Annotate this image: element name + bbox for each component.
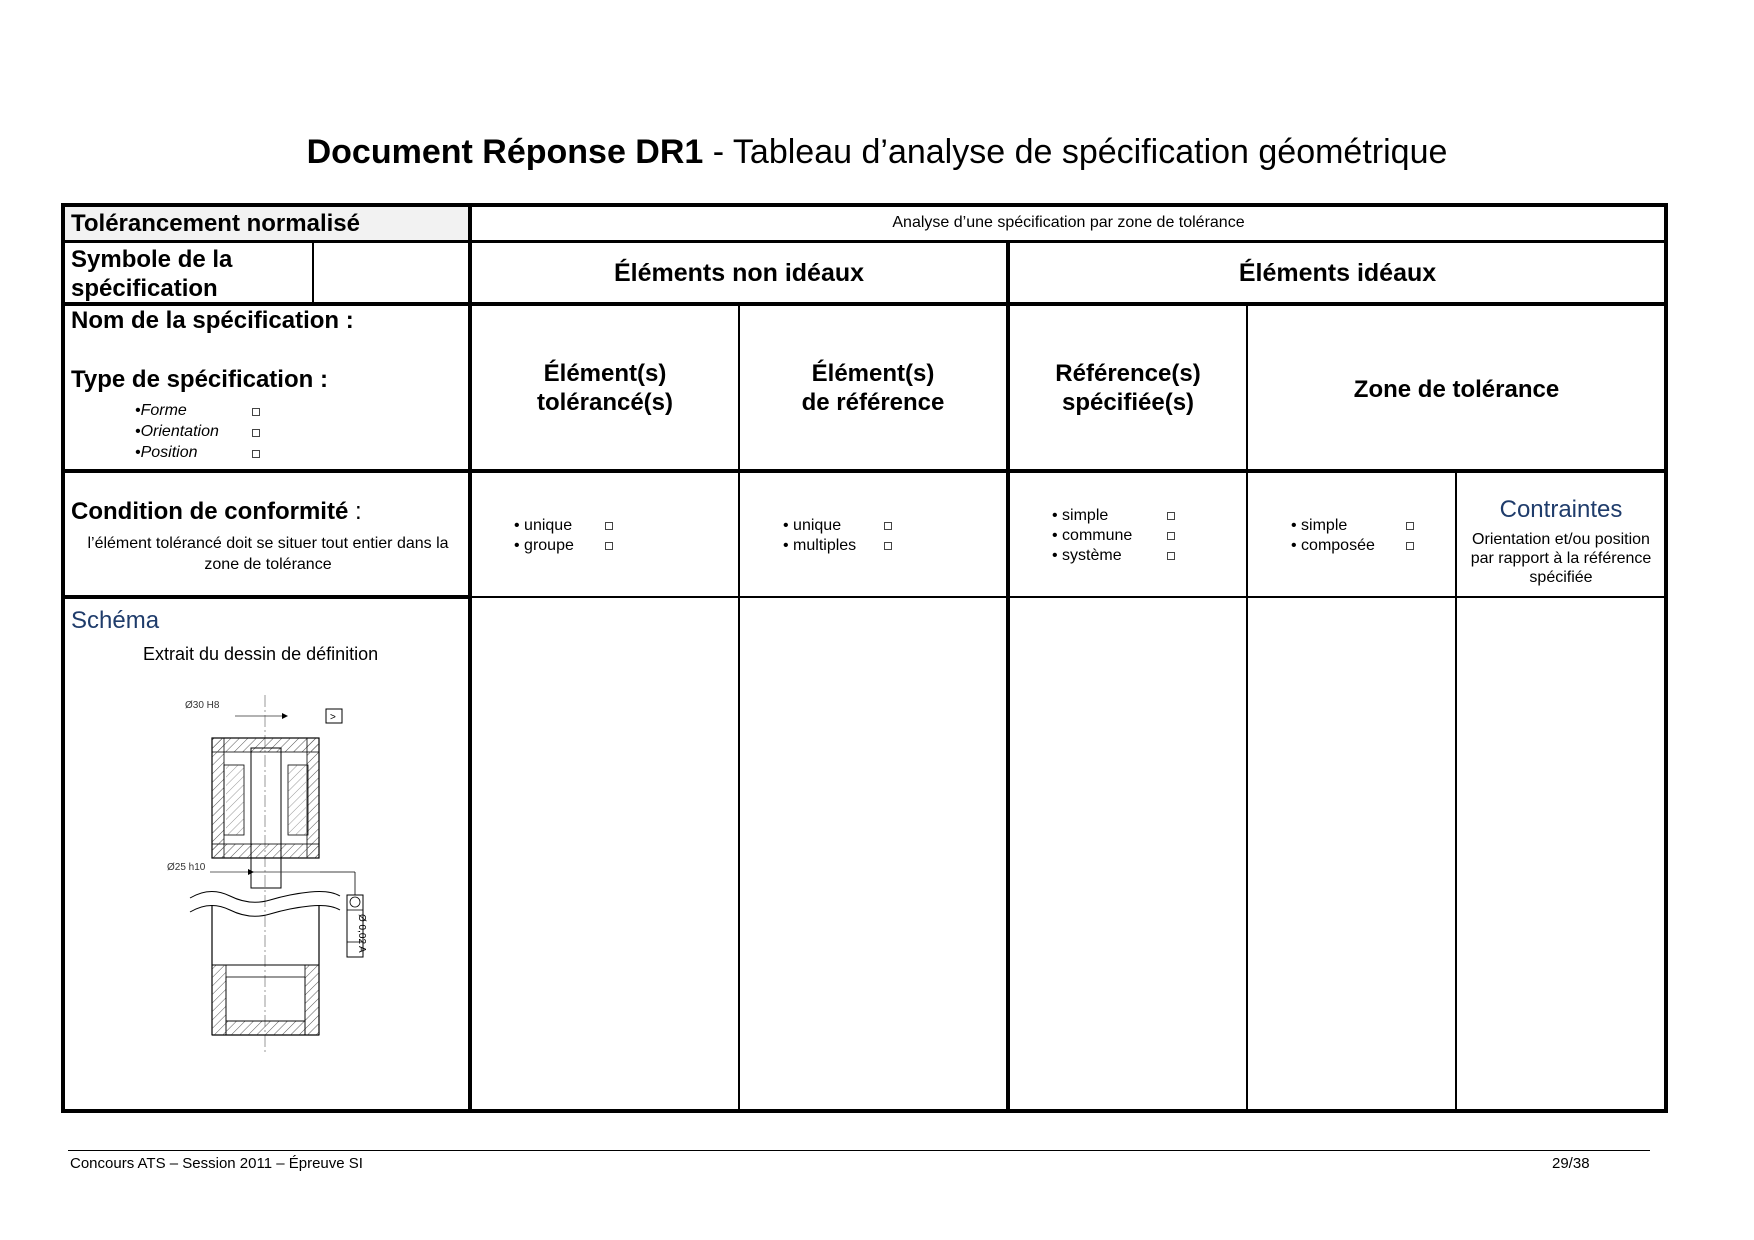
svg-text:>: > — [330, 712, 336, 723]
analyse-label: Analyse d’une spécification par zone de tolérance — [892, 214, 1245, 231]
conformite-text: l’élément tolérancé doit se situer tout entier dans la zone de tolérance — [87, 535, 449, 573]
tol-norm-label: Tolérancement normalisé — [71, 210, 360, 237]
reference-header: Élément(s) de référence — [801, 360, 945, 416]
checkbox-spec-systeme[interactable] — [1167, 552, 1175, 560]
opt-spec-commune: • commune — [1052, 527, 1133, 544]
opt-zone-composee: • composée — [1291, 537, 1375, 554]
checkbox-zone-composee[interactable] — [1406, 542, 1414, 550]
tolerances-header: Élément(s) tolérancé(s) — [536, 360, 674, 416]
opt-spec-simple: • simple — [1052, 507, 1109, 524]
schema-subtitle: Extrait du dessin de définition — [143, 644, 379, 664]
ideaux-label: Éléments idéaux — [1238, 259, 1437, 287]
specifiee-header: Référence(s) spécifiée(s) — [1055, 360, 1201, 416]
checkbox-ref-unique[interactable] — [884, 522, 892, 530]
opt-zone-simple: • simple — [1291, 517, 1348, 534]
contraintes-text: Orientation et/ou position par rapport à la référence spécifiée — [1470, 531, 1652, 586]
checkbox-ref-multiples[interactable] — [884, 542, 892, 550]
type-label: Type de spécification : — [71, 366, 328, 393]
checkbox-tol-groupe[interactable] — [605, 542, 613, 550]
checkbox-orientation[interactable] — [252, 429, 260, 437]
opt-ref-multiples: • multiples — [783, 537, 857, 554]
checkbox-spec-simple[interactable] — [1167, 512, 1175, 520]
dim-label-1: Ø30 H8 — [185, 700, 220, 711]
type-orientation: •Orientation — [135, 423, 219, 440]
conformite-label: Condition de conformité : — [71, 498, 362, 525]
dim-label-2: Ø25 h10 — [167, 862, 206, 873]
footer-left: Concours ATS – Session 2011 – Épreuve SI — [70, 1155, 363, 1172]
type-forme: •Forme — [135, 402, 187, 419]
checkbox-forme[interactable] — [252, 408, 260, 416]
schema-title: Schéma — [71, 607, 160, 634]
type-position: •Position — [135, 444, 198, 461]
fcf-reference: A — [356, 946, 367, 953]
opt-tol-groupe: • groupe — [514, 537, 574, 554]
nom-label: Nom de la spécification : — [71, 307, 354, 334]
checkbox-position[interactable] — [252, 450, 260, 458]
technical-drawing — [160, 690, 390, 1060]
non-ideaux-label: Éléments non idéaux — [613, 259, 865, 287]
opt-spec-systeme: • système — [1052, 547, 1122, 564]
checkbox-zone-simple[interactable] — [1406, 522, 1414, 530]
checkbox-spec-commune[interactable] — [1167, 532, 1175, 540]
opt-ref-unique: • unique — [783, 517, 842, 534]
footer-page: 29/38 — [1552, 1155, 1590, 1172]
footer-rule — [68, 1150, 1650, 1151]
contraintes-title: Contraintes — [1499, 496, 1623, 523]
symbole-label: Symbole de la spécification — [71, 246, 233, 302]
page-title: Document Réponse DR1 - Tableau d’analyse de spécification géométrique — [306, 133, 1448, 171]
zone-header: Zone de tolérance — [1353, 376, 1560, 403]
opt-tol-unique: • unique — [514, 517, 573, 534]
fcf-tolerance: Ø 0,02 — [356, 914, 367, 945]
checkbox-tol-unique[interactable] — [605, 522, 613, 530]
